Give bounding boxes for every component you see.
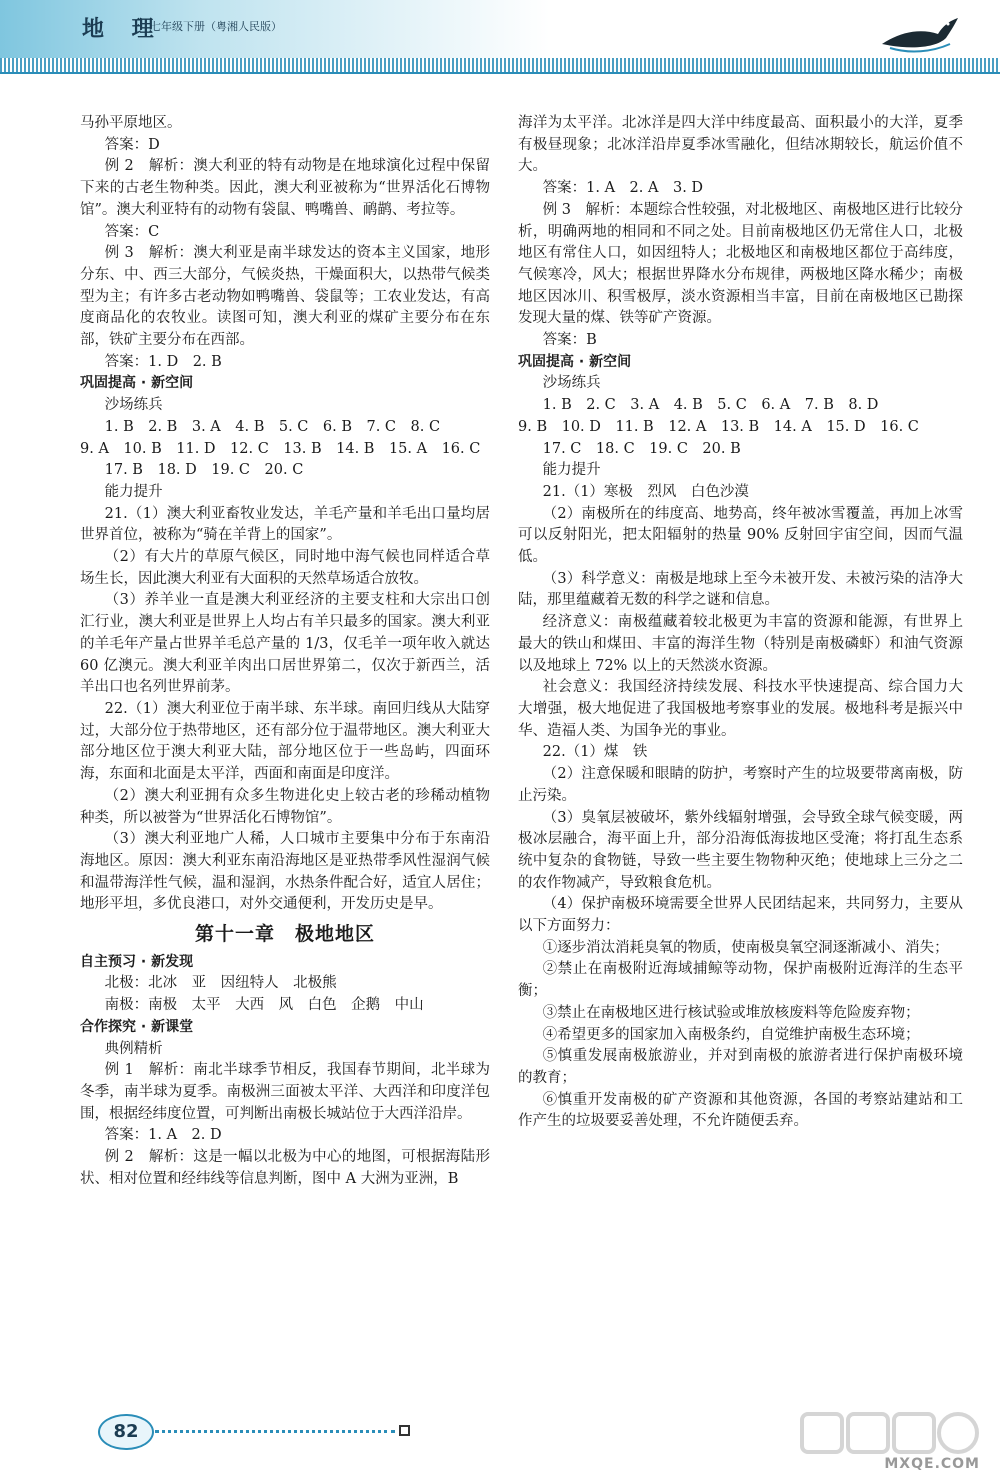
footer-dotted-line: [155, 1430, 395, 1433]
text-paragraph: ⑥慎重开发南极的矿产资源和其他资源，各国的考察站建站和工作产生的垃圾要妥善处理，不允许随便丢弃。: [518, 1091, 963, 1130]
text-paragraph: ⑤慎重发展南极旅游业，并对到南极的旅游者进行保护南极环境的教育；: [518, 1048, 963, 1086]
text-paragraph: 21.（1）寒极 烈风 白色沙漠: [542, 483, 749, 500]
text-paragraph: 例 3 解析：澳大利亚是南半球发达的资本主义国家，地形分东、中、西三大部分，气候炎热，干燥面积大，以热带气候类型为主；有许多古老动物如鸭嘴兽、袋鼠等；工农业发达，有高度商品化的农牧业。读图可知，澳大利亚的煤矿主要分布在东部，铁矿主要分布在西部。: [80, 245, 490, 349]
text-paragraph: 1. B 2. C 3. A 4. B 5. C 6. A 7. B 8. D: [542, 397, 879, 414]
text-paragraph: 答案：C: [104, 223, 160, 240]
text-paragraph: 22.（1）澳大利亚位于南半球、东半球。南回归线从大陆穿过，大部分位于热带地区，还有部分位于温带地区。澳大利亚大部分地区位于澳大利亚大陆，部分地区位于一些岛屿，四面环海，东面和北面是太平洋，西面和南面是印度洋。: [80, 700, 490, 783]
text-paragraph: 17. B 18. D 19. C 20. C: [104, 462, 304, 479]
text-paragraph: （4）保护南极环境需要全世界人民团结起来，共同努力，主要从以下方面努力：: [518, 896, 963, 935]
text-paragraph: ③禁止在南极地区进行核试验或堆放核废料等危险废弃物；: [542, 1004, 920, 1021]
text-paragraph: 22.（1）煤 铁: [542, 744, 648, 761]
text-paragraph: 答案：D: [104, 136, 160, 153]
text-paragraph: ①逐步消汰消耗臭氧的物质，使南极臭氧空洞逐渐减小、消失；: [542, 939, 949, 956]
text-paragraph: 沙场练兵: [542, 375, 601, 392]
text-paragraph: 海洋为太平洋。北冰洋是四大洋中纬度最高、面积最小的大洋，夏季有极昼现象；北冰洋沿岸夏季冰雪融化，但结冰期较长，航运价值不大。: [518, 115, 963, 175]
page-header: [0, 0, 1000, 90]
text-paragraph: 社会意义：我国经济持续发展、科技水平快速提高、综合国力大大增强，极大地促进了我国极地考察事业的发展。极地科考是振兴中华、造福人类、为国争光的事业。: [518, 679, 963, 739]
text-paragraph: （3）澳大利亚地广人稀，人口城市主要集中分布于东南沿海地区。原因：澳大利亚东南沿海地区是亚热带季风性湿润气候和温带海洋性气候，温和湿润，水热条件配合好，适宜人居住；地形平坦，多优良港口，对外交通便利，开发历史是早。: [80, 831, 490, 913]
text-paragraph: 南极：南极 太平 大西 风 白色 企鹅 中山: [104, 997, 424, 1014]
header-stripes: [0, 58, 1000, 72]
text-paragraph: 沙场练兵: [104, 397, 163, 414]
subject-title: 地 理: [82, 16, 164, 42]
text-paragraph: 答案：B: [542, 332, 597, 349]
grade-label: 七年级下册（粤湘人民版）: [150, 20, 282, 33]
text-paragraph: 北极：北冰 亚 因纽特人 北极熊: [104, 975, 337, 992]
chapter-title: 第十一章 极地地区: [194, 923, 375, 946]
text-paragraph: 能力提升: [542, 462, 601, 479]
text-paragraph: 例 2 解析：这是一幅以北极为中心的地图，可根据海陆形状、相对位置和经纬线等信息判断，图中 A 大洲为亚洲，B: [80, 1149, 490, 1187]
text-paragraph: 例 2 解析：澳大利亚的特有动物是在地球演化过程中保留下来的古老生物种类。因此，澳大利亚被称为“世界活化石博物馆”。澳大利亚特有的动物有袋鼠、鸭嘴兽、鸸鹋、考拉等。: [80, 158, 490, 218]
page-number: 82: [98, 1414, 154, 1450]
footer-square-icon: [399, 1425, 410, 1436]
text-paragraph: （3）臭氧层被破坏，紫外线辐射增强，会导致全球气候变暖，两极冰层融合，海平面上升，部分沿海低海拔地区受淹；将打乱生态系统中复杂的食物链，导致一些主要生物物种灭绝；使地球上三分之二的农作物减产，导致粮食危机。: [518, 809, 963, 891]
text-paragraph: 马孙平原地区。: [80, 115, 182, 131]
text-paragraph: （3）养羊业一直是澳大利亚经济的主要支柱和大宗出口创汇行业，澳大利亚是世界上人均占有羊只最多的国家。澳大利亚的羊毛年产量占世界羊毛总产量的 1/3，仅毛羊一项年收入就达 60 亿澳元。澳大利亚羊肉出口居世界第二，仅次于新西兰，活羊出口也名列世界前茅。: [80, 592, 490, 696]
watermark-text: MXQE.COM: [884, 1456, 980, 1472]
text-paragraph: 答案：1. D 2. B: [104, 353, 222, 370]
text-paragraph: 答案：1. A 2. D: [104, 1127, 222, 1144]
text-paragraph: 典例精析: [104, 1040, 163, 1057]
text-paragraph: 例 1 解析：南北半球季节相反，我国春节期间，北半球为冬季，南半球为夏季。南极洲三面被太平洋、大西洋和印度洋包围，根据经纬度位置，可判断出南极长城站位于大西洋沿岸。: [80, 1062, 490, 1122]
text-paragraph: （2）有大片的草原气候区，同时地中海气候也同样适合草场生长，因此澳大利亚有大面积的天然草场适合放牧。: [80, 549, 490, 587]
text-paragraph: （2）南极所在的纬度高、地势高，终年被冰雪覆盖，再加上冰雪可以反射阳光，把太阳辐射的热量 90% 反射回宇宙空间，因而气温低。: [518, 505, 963, 566]
text-paragraph: ②禁止在南极附近海域捕鲸等动物，保护南极附近海洋的生态平衡；: [518, 961, 963, 1000]
text-paragraph: 9. A 10. B 11. D 12. C 13. B 14. B 15. A 16. C: [80, 440, 481, 457]
bird-logo-icon: [880, 14, 960, 58]
page-footer: [0, 1410, 1000, 1480]
text-paragraph: 1. B 2. B 3. A 4. B 5. C 6. B 7. C 8. C: [104, 418, 441, 435]
text-paragraph: 21.（1）澳大利亚畜牧业发达，羊毛产量和羊毛出口量均居世界首位，被称为“骑在羊背上的国家”。: [80, 505, 490, 544]
text-paragraph: （2）澳大利亚拥有众多生物进化史上较古老的珍稀动植物种类，所以被誉为“世界活化石博物馆”。: [80, 787, 490, 826]
text-paragraph: 9. B 10. D 11. B 12. A 13. B 14. A 15. D 16. C: [518, 418, 919, 435]
text-paragraph: 例 3 解析：本题综合性较强，对北极地区、南极地区进行比较分析，明确两地的相同和不同之处。目前南极地区仍无常住人口，北极地区有常住人口，如因纽特人；北极地区和南极地区都位于高纬度，气候寒冷，风大；根据世界降水分布规律，两极地区降水稀少；南极地区因冰川、积雪极厚，淡水资源相当丰富，目前在南极地区已勘探发现大量的煤、铁等矿产资源。: [518, 201, 963, 327]
section-heading: 巩固提高 · 新空间: [80, 375, 194, 392]
section-heading: 巩固提高 · 新空间: [518, 353, 632, 370]
text-paragraph: （2）注意保暖和眼睛的防护，考察时产生的垃圾要带离南极，防止污染。: [518, 766, 963, 804]
text-paragraph: （3）科学意义：南极是地球上至今未被开发、未被污染的洁净大陆，那里蕴藏着无数的科学之谜和信息。: [518, 570, 963, 609]
section-heading: 合作探究 · 新课堂: [80, 1018, 194, 1035]
text-paragraph: 经济意义：南极蕴藏着较北极更为丰富的资源和能源，有世界上最大的铁山和煤田、丰富的海洋生物（特别是南极磷虾）和油气资源以及地球上 72% 以上的天然淡水资源。: [518, 614, 963, 674]
left-column: [80, 113, 490, 1190]
text-paragraph: 答案：1. A 2. A 3. D: [542, 180, 704, 197]
text-paragraph: 17. C 18. C 19. C 20. B: [542, 440, 741, 457]
text-paragraph: ④希望更多的国家加入南极条约，自觉维护南极生态环境；: [542, 1026, 920, 1043]
header-rule: [0, 72, 1000, 74]
right-column: [518, 113, 963, 1133]
section-heading: 自主预习 · 新发现: [80, 953, 194, 970]
text-paragraph: 能力提升: [104, 483, 163, 500]
